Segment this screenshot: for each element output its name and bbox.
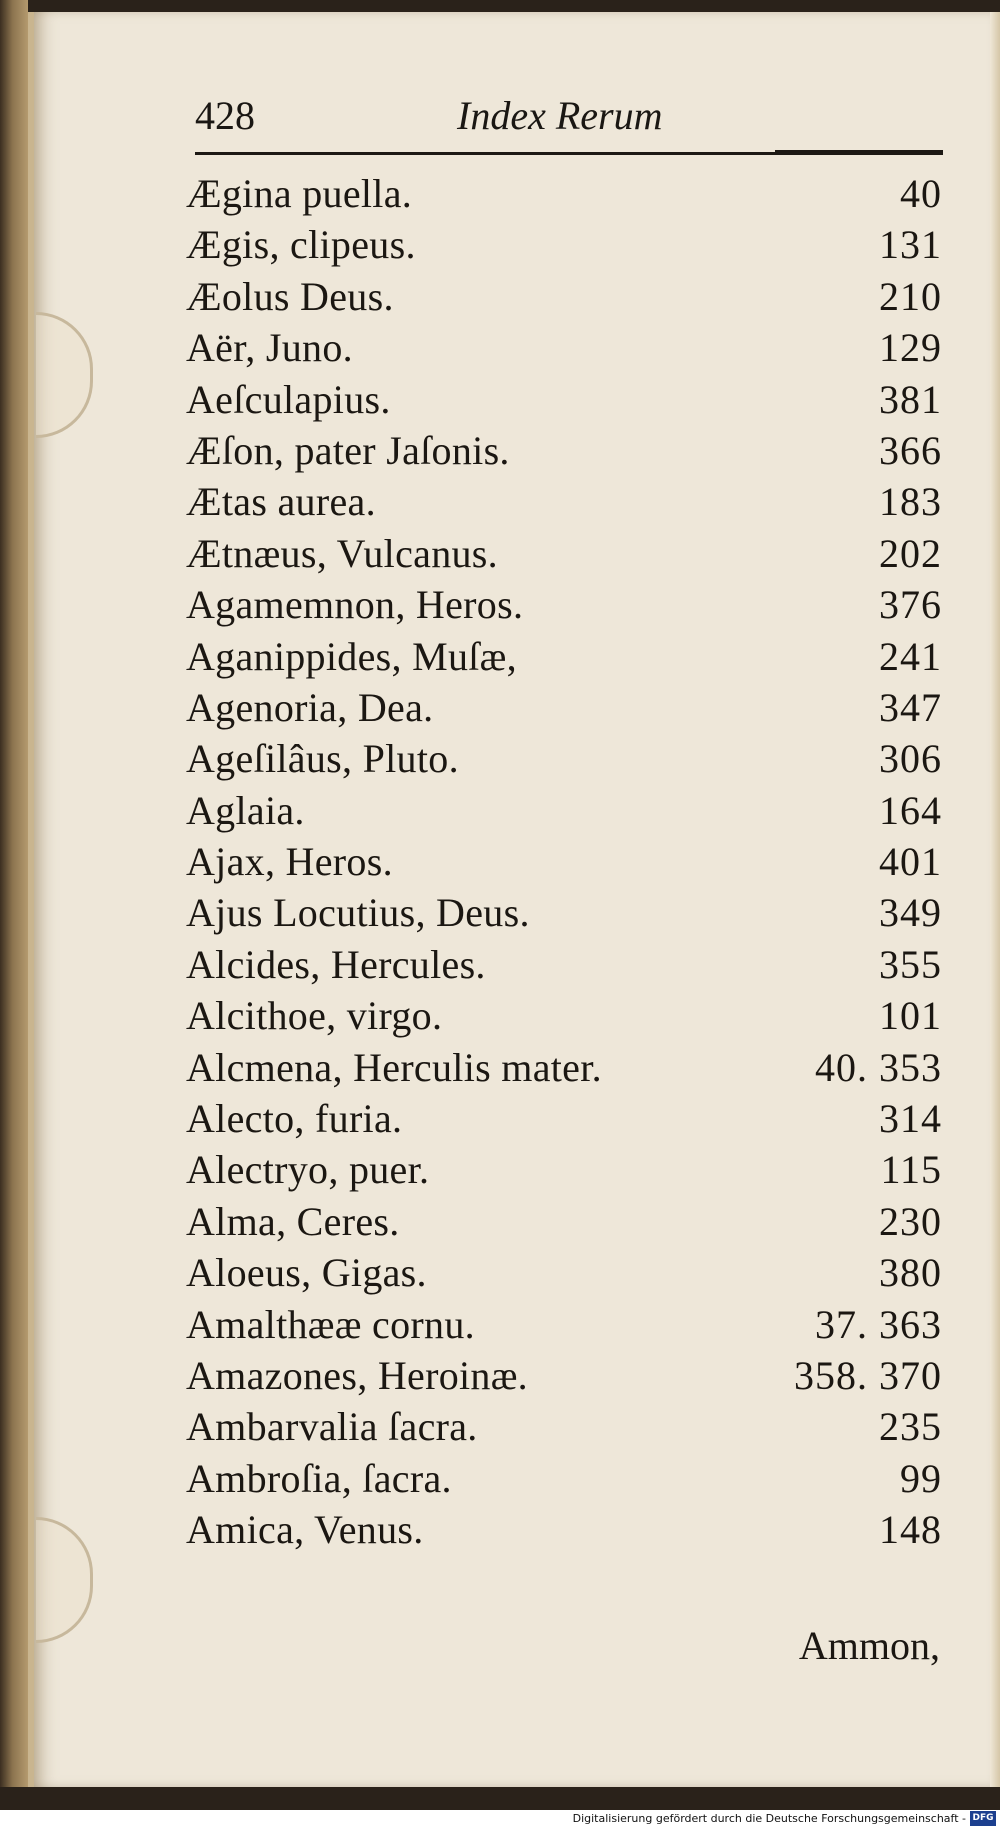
entry-page-ref: 131 (879, 222, 942, 268)
dfg-logo: DFG (970, 1811, 996, 1826)
entry-term: Alma, Ceres. (186, 1198, 400, 1244)
entry-page-ref: 347 (879, 684, 942, 730)
entry-page-ref: 115 (880, 1147, 942, 1193)
index-entry (186, 273, 942, 324)
entry-page-ref: 40 (900, 171, 942, 216)
entry-page-ref: 148 (879, 1507, 942, 1553)
entry-page-ref: 366 (879, 427, 942, 473)
index-entry (186, 1506, 942, 1557)
index-entry (186, 787, 942, 838)
entry-term: Alecto, furia. (186, 1096, 403, 1142)
entry-term: Æſon, pater Jaſonis. (186, 427, 510, 473)
index-entry (186, 1352, 942, 1403)
entry-term: Agenoria, Dea. (186, 684, 434, 730)
entry-page-ref: 129 (879, 325, 942, 371)
entry-term: Aglaia. (186, 787, 305, 833)
index-entry (186, 1095, 942, 1146)
index-entry (186, 170, 942, 221)
header-rule-thick (775, 150, 943, 155)
entry-term: Alectryo, puer. (186, 1147, 430, 1193)
entry-term: Ægis, clipeus. (186, 222, 416, 268)
index-entry (186, 941, 942, 992)
index-entry (186, 221, 942, 272)
index-entry (186, 324, 942, 375)
index-entry (186, 992, 942, 1043)
index-entry (186, 1301, 942, 1352)
entry-term: Alcides, Hercules. (186, 941, 486, 987)
index-entry (186, 735, 942, 786)
entry-page-ref: 358. 370 (794, 1352, 942, 1398)
entry-term: Alcmena, Herculis mater. (186, 1044, 602, 1090)
entry-page-ref: 101 (879, 993, 942, 1039)
entry-page-ref: 210 (879, 273, 942, 319)
index-entry (186, 581, 942, 632)
entry-term: Ajus Locutius, Deus. (186, 890, 530, 936)
index-entry (186, 1455, 942, 1506)
entry-term: Ajax, Heros. (186, 839, 393, 885)
entry-term: Aloeus, Gigas. (186, 1250, 427, 1296)
entry-term: Amica, Venus. (186, 1507, 424, 1553)
entry-page-ref: 355 (879, 941, 942, 987)
entry-term: Agamemnon, Heros. (186, 582, 524, 628)
index-entry (186, 1403, 942, 1454)
entry-term: Alcithoe, virgo. (186, 993, 443, 1039)
index-entry (186, 684, 942, 735)
funding-credit: Digitalisierung gefördert durch die Deutsche Forschungsgemeinschaft - (572, 1812, 966, 1825)
entry-page-ref: 202 (879, 530, 942, 576)
entry-term: Æolus Deus. (186, 273, 394, 319)
entry-term: Amalthææ cornu. (186, 1301, 475, 1347)
catchword: Ammon, (798, 1623, 940, 1668)
entry-term: Amazones, Heroinæ. (186, 1352, 528, 1398)
entry-page-ref: 164 (879, 787, 942, 833)
entry-term: Aër, Juno. (186, 325, 353, 371)
index-entry (186, 478, 942, 529)
entry-page-ref: 241 (879, 633, 942, 679)
entry-term: Ageſilâus, Pluto. (186, 736, 459, 782)
entry-term: Aeſculapius. (186, 376, 391, 422)
entry-page-ref: 235 (879, 1404, 942, 1450)
running-title: Index Rerum (457, 93, 663, 138)
entry-page-ref: 183 (879, 479, 942, 525)
page-clip-top (36, 312, 93, 438)
entry-page-ref: 40. 353 (815, 1044, 942, 1090)
index-entry (186, 427, 942, 478)
index-entry (186, 376, 942, 427)
index-entry (186, 838, 942, 889)
entry-page-ref: 380 (879, 1250, 942, 1296)
entry-term: Aganippides, Muſæ, (186, 633, 517, 679)
facing-page-edge (990, 12, 1000, 1787)
index-entry (186, 889, 942, 940)
entry-page-ref: 376 (879, 582, 942, 628)
entry-term: Ambarvalia ſacra. (186, 1404, 478, 1450)
entry-page-ref: 37. 363 (815, 1301, 942, 1347)
page-clip-bottom (36, 1517, 93, 1643)
page-number: 428 (195, 93, 255, 138)
entry-term: Ætnæus, Vulcanus. (186, 530, 498, 576)
entry-term: Ambroſia, ſacra. (186, 1455, 452, 1501)
entry-page-ref: 306 (879, 736, 942, 782)
index-entries (186, 170, 942, 1558)
index-entry (186, 633, 942, 684)
entry-page-ref: 314 (879, 1096, 942, 1142)
index-entry (186, 1146, 942, 1197)
page-header (195, 92, 945, 148)
index-entry (186, 1198, 942, 1249)
index-entry (186, 1044, 942, 1095)
index-entry (186, 1249, 942, 1300)
entry-page-ref: 381 (879, 376, 942, 422)
entry-page-ref: 401 (879, 839, 942, 885)
book-spine-edge (0, 0, 28, 1787)
entry-term: Ægina puella. (186, 171, 413, 216)
index-entry (186, 530, 942, 581)
entry-page-ref: 99 (900, 1455, 942, 1501)
entry-page-ref: 349 (879, 890, 942, 936)
entry-page-ref: 230 (879, 1198, 942, 1244)
entry-term: Ætas aurea. (186, 479, 376, 525)
